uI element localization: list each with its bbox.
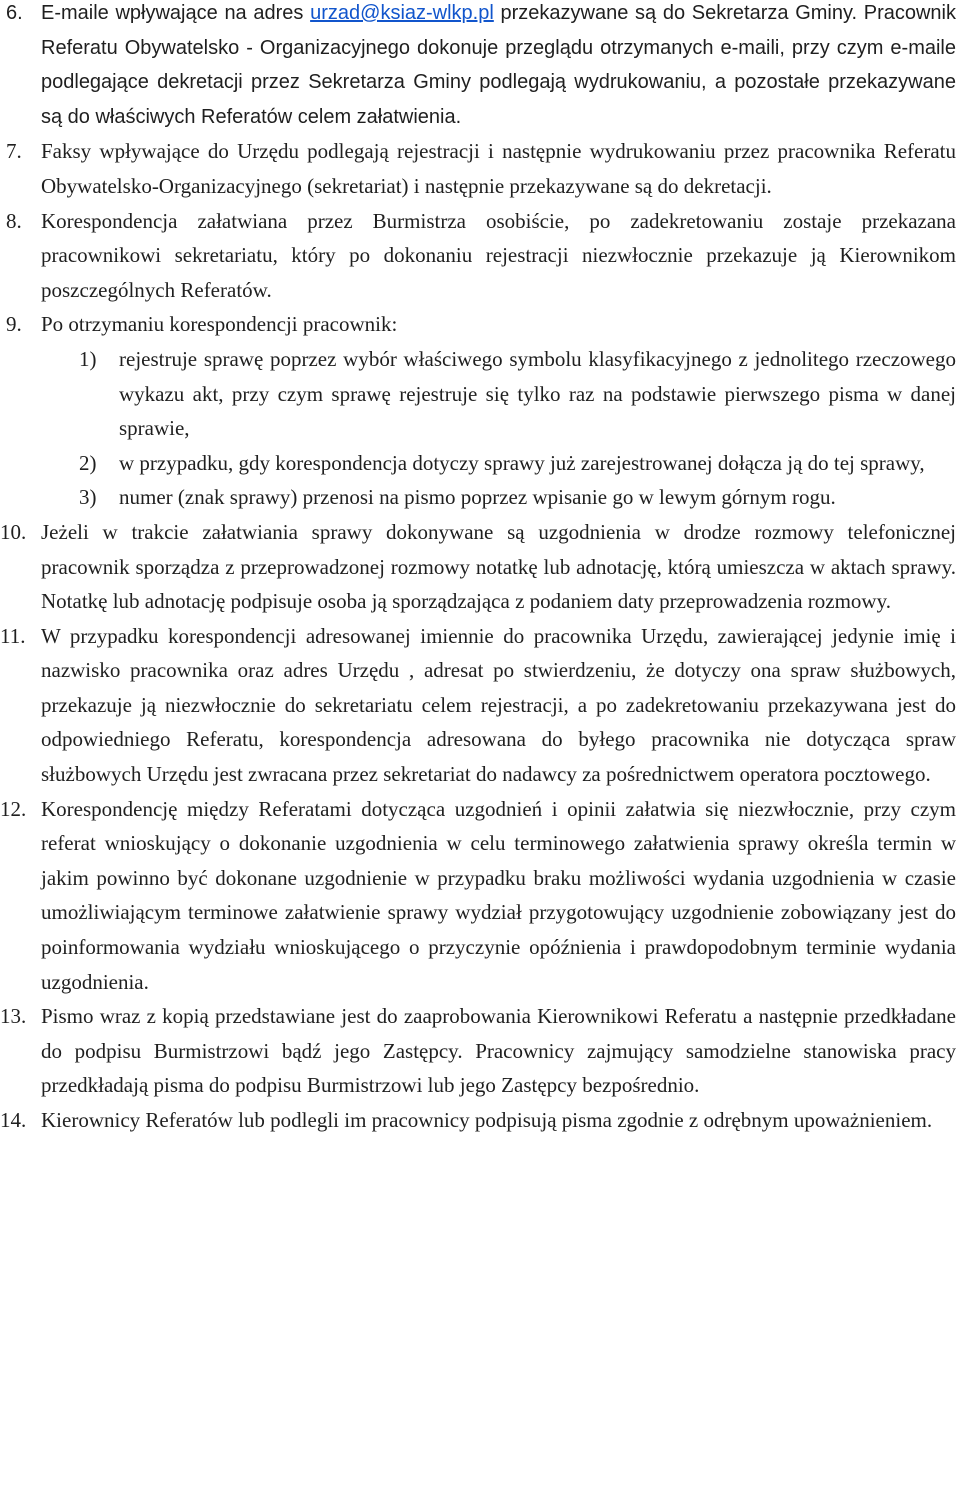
sub-item-number: 3)	[79, 485, 97, 510]
item-number: 12.	[0, 796, 27, 821]
item-number: 8.	[6, 208, 22, 233]
item-number: 14.	[0, 1108, 27, 1132]
list-item-11	[0, 619, 960, 792]
list-item-10	[0, 515, 960, 619]
list-item-12	[0, 792, 960, 1000]
item-text: Faksy wpływające do Urzędu podlegają rejestracji i następnie wydrukowaniu przez pracownika Referatu Obywatelsko-Organizacyjnego (sekretariat) i następnie przekazywane są do dekretacji.	[41, 139, 956, 198]
sub-item-text: w przypadku, gdy korespondencja dotyczy sprawy już zarejestrowanej dołącza ją do tej sprawy,	[119, 450, 925, 475]
sub-item-1	[0, 342, 960, 446]
email-link[interactable]: urzad@ksiaz-wlkp.pl	[310, 2, 494, 24]
item-number: 7.	[6, 139, 22, 164]
item-text: Po otrzymaniu korespondencji pracownik:	[41, 312, 398, 337]
item-text-end: przekazywane są do Sekretarza Gminy. Pracownik Referatu Obywatelsko - Organizacyjnego dokonuje przeglądu otrzymanych e-maili, przy czym e-maile podlegające dekretacji przez Sekretarza Gminy podlegają wydrukowaniu, a pozostałe przekazywane są do właściwych Referatów celem załatwienia.	[41, 2, 956, 128]
list-item-13	[0, 999, 960, 1103]
sub-item-number: 1)	[79, 346, 97, 371]
item-text: Korespondencja załatwiana przez Burmistrza osobiście, po zadekretowaniu zostaje przekazana pracownikowi sekretariatu, który po dokonaniu rejestracji niezwłocznie przekazuje ją Kierownikom poszczególnych Referatów.	[41, 208, 956, 302]
sub-item-2	[0, 446, 960, 481]
sub-item-3	[0, 480, 960, 515]
item-text: Pismo wraz z kopią przedstawiane jest do zaaprobowania Kierownikowi Referatu a następnie przedkładane do podpisu Burmistrzowi bądź jego Zastępcy. Pracownicy zajmujący samodzielne stanowiska pracy przedkładają pisma do podpisu Burmistrzowi lub jego Zastępcy bezpośrednio.	[41, 1004, 956, 1098]
sub-item-number: 2)	[79, 450, 97, 475]
item-text: Kierownicy Referatów lub podlegli im pracownicy podpisują pisma zgodnie z odrębnym upoważnieniem.	[41, 1108, 933, 1132]
list-item-14	[0, 1103, 960, 1138]
list-item-8	[0, 204, 960, 308]
item-number: 9.	[6, 312, 22, 337]
sub-item-text: rejestruje sprawę poprzez wybór właściwego symbolu klasyfikacyjnego z jednolitego rzeczowego wykazu akt, przy czym sprawę rejestruje się tylko raz na podstawie pierwszego pisma w danej sprawie,	[119, 346, 956, 441]
list-item-9	[0, 307, 960, 342]
item-number: 13.	[0, 1004, 27, 1029]
item-text: W przypadku korespondencji adresowanej imiennie do pracownika Urzędu, zawierającej jedynie imię i nazwisko pracownika oraz adres Urzędu , adresat po stwierdzeniu, że dotyczy ona spraw służbowych, przekazuje ją niezwłocznie do sekretariatu celem rejestracji, a po zadekretowaniu przekazywana jest do odpowiedniego Referatu, korespondencja adresowana do byłego pracownika nie dotycząca spraw służbowych Urzędu jest zwracana przez sekretariat do nadawcy za pośrednictwem operatora pocztowego.	[41, 623, 956, 787]
list-item-7	[0, 134, 960, 203]
item-text-start: E-maile wpływające na adres	[41, 2, 304, 24]
item-text: Korespondencję między Referatami dotycząca uzgodnień i opinii załatwia się niezwłocznie, przy czym referat wnioskujący o dokonanie uzgodnienia w celu terminowego załatwienia sprawy określa termin w jakim powinno być dokonane uzgodnienie w przypadku braku możliwości wydania uzgodnienia w czasie umożliwiającym terminowe załatwienie sprawy wydział przygotowujący uzgodnienie zobowiązany jest do poinformowania wydziału wnioskującego o przyczynie opóźnienia i prawdopodobnym terminie wydania uzgodnienia.	[41, 796, 956, 994]
item-text: Jeżeli w trakcie załatwiania sprawy dokonywane są uzgodnienia w drodze rozmowy telefonicznej pracownik sporządza z przeprowadzonej rozmowy notatkę lub adnotację, którą umieszcza w aktach sprawy. Notatkę lub adnotację podpisuje osoba ją sporządzająca z podaniem daty przeprowadzenia rozmowy.	[41, 519, 956, 614]
list-item-6	[0, 0, 960, 134]
item-number: 6.	[6, 2, 23, 24]
sub-item-text: numer (znak sprawy) przenosi na pismo poprzez wpisanie go w lewym górnym rogu.	[119, 485, 836, 510]
item-number: 10.	[0, 519, 27, 544]
item-number: 11.	[0, 623, 26, 648]
